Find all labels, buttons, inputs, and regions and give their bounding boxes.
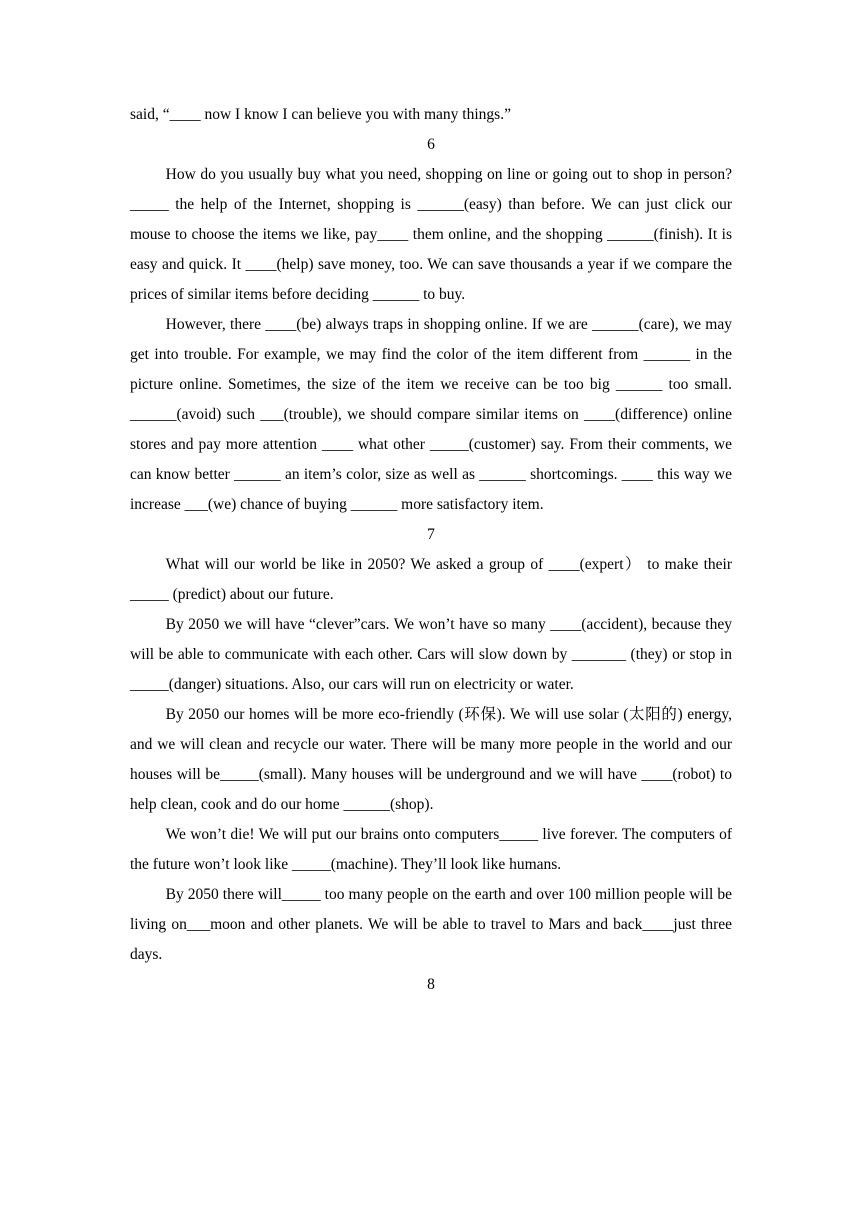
paragraph-eco-homes: By 2050 our homes will be more eco-friendly (环保). We will use solar (太阳的) energy, and we will clean and recycle our water. There will be many more people in the world and our houses will be_____(small). Many houses will be underground and we will have ____(robot) to help clean, cook and do our home ______(shop). <box>130 706 732 813</box>
paragraph-world-2050: What will our world be like in 2050? We asked a group of ____(expert） to make their _____ (predict) about our future. <box>130 556 732 603</box>
paragraph-clever-cars: By 2050 we will have “clever”cars. We won’t have so many ____(accident), because they will be able to communicate with each other. Cars will slow down by _______ (they) or stop in _____(danger) situations. Also, our cars will run on electricity or water. <box>130 616 732 693</box>
document-page <box>130 100 732 1000</box>
section-number-7: 7 <box>427 526 435 543</box>
paragraph-continuation: said, “____ now I know I can believe you with many things.” <box>130 106 511 123</box>
paragraph-shopping-online: How do you usually buy what you need, shopping on line or going out to shop in person? _____ the help of the Internet, shopping is ______(easy) than before. We can just click our mouse to choose the items we like, pay____ them online, and the shopping ______(finish). It is easy and quick. It ____(help) save money, too. We can save thousands a year if we compare the prices of similar items before deciding ______ to buy. <box>130 166 732 303</box>
paragraph-shopping-traps: However, there ____(be) always traps in shopping online. If we are ______(care), we may get into trouble. For example, we may find the color of the item different from ______ in the picture online. Sometimes, the size of the item we receive can be too big ______ too small. ______(avoid) such ___(trouble), we should compare similar items on ____(difference) online stores and pay more attention ____ what other _____(customer) say. From their comments, we can know better ______ an item’s color, size as well as ______ shortcomings. ____ this way we increase ___(we) chance of buying ______ more satisfactory item. <box>130 316 732 513</box>
paragraph-population: By 2050 there will_____ too many people on the earth and over 100 million people will be living on___moon and other planets. We will be able to travel to Mars and back____just three days. <box>130 886 732 963</box>
section-number-6: 6 <box>427 136 435 153</box>
paragraph-computers: We won’t die! We will put our brains onto computers_____ live forever. The computers of the future won’t look like _____(machine). They’ll look like humans. <box>130 826 732 873</box>
section-number-8: 8 <box>427 976 435 993</box>
